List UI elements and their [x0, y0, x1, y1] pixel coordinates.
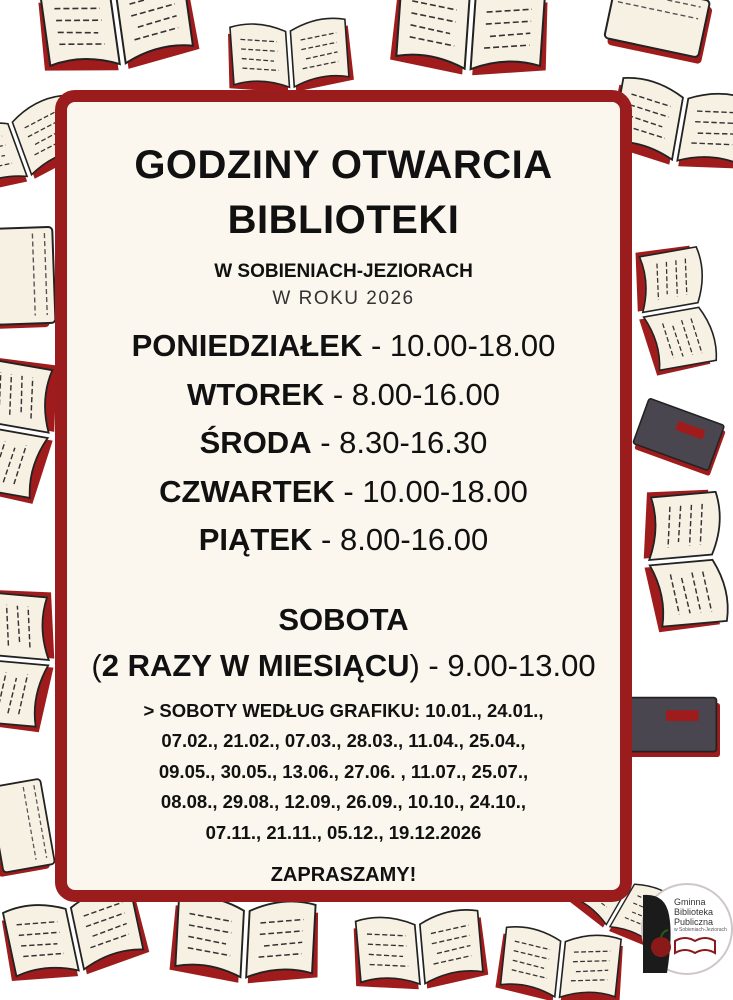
saturday-time: - 9.00-13.00: [419, 647, 596, 683]
open-book-icon: [225, 17, 354, 96]
open-book-icon: [169, 895, 321, 987]
time-label: - 10.00-18.00: [334, 473, 528, 509]
open-book-icon: [628, 242, 719, 377]
day-label: WTOREK: [187, 376, 325, 412]
day-label: CZWARTEK: [159, 473, 335, 509]
page-title: [67, 138, 620, 248]
saturday-heading: SOBOTA: [278, 601, 409, 637]
library-logo: [641, 883, 733, 975]
hours-row-tuesday: [67, 371, 620, 420]
invitation-text: ZAPRASZAMY!: [270, 864, 417, 886]
open-book-icon: [350, 908, 489, 994]
title-line-1: GODZINY OTWARCIA: [134, 143, 553, 187]
time-label: - 10.00-18.00: [362, 328, 556, 363]
saturday-hours-row: [67, 642, 620, 690]
open-book-icon: [34, 0, 201, 80]
open-book-icon: [495, 925, 627, 1000]
year-label: W ROKU 2026: [272, 288, 415, 309]
schedule-line: 07.11., 21.11., 05.12., 19.12.2026: [205, 821, 482, 843]
schedule-line: > SOBOTY WEDŁUG GRAFIKU: 10.01., 24.01.,: [143, 699, 544, 721]
schedule-line: 07.02., 21.02., 07.03., 28.03., 11.04., 25.04.,: [161, 730, 526, 751]
time-label: - 8.00-16.00: [324, 376, 500, 412]
logo-line: w Sobieniach-Jeziorach: [674, 927, 727, 933]
paren-close: ): [409, 647, 420, 683]
title-line-2: BIBLIOTEKI: [227, 198, 460, 242]
logo-line: Biblioteka: [674, 907, 714, 917]
closed-book-icon: [626, 698, 720, 757]
hours-row-monday: [67, 322, 620, 371]
hours-row-friday: [67, 516, 620, 565]
schedule-line: 08.08., 29.08., 12.09., 26.09., 10.10., 24.10.,: [160, 791, 527, 812]
paren-open: (: [91, 647, 102, 683]
hours-row-thursday: [67, 468, 620, 517]
time-label: - 8.00-16.00: [312, 522, 489, 557]
closed-book-icon: [0, 227, 56, 329]
schedule-line: 09.05., 30.05., 13.06., 27.06. , 11.07., 25.07.,: [158, 760, 529, 782]
closed-book-icon: [0, 779, 56, 878]
open-book-icon: [638, 486, 730, 633]
logo-line: Gminna: [674, 897, 706, 907]
closed-book-icon: [631, 398, 727, 476]
open-book-icon: [0, 586, 60, 733]
logo-text: [674, 897, 727, 933]
logo-line: Publiczna: [674, 917, 714, 927]
day-label: PONIEDZIAŁEK: [131, 328, 363, 363]
closed-book-icon: [603, 0, 714, 64]
time-label: - 8.30-16.30: [311, 425, 488, 460]
opening-hours-panel: [55, 90, 632, 902]
saturday-schedule: [104, 696, 584, 849]
weekday-hours-list: [67, 322, 620, 565]
day-label: ŚRODA: [199, 425, 312, 460]
library-location: W SOBIENIACH-JEZIORACH: [214, 261, 473, 282]
saturday-frequency: 2 RAZY W MIESIĄCU: [101, 647, 410, 683]
day-label: PIĄTEK: [198, 522, 313, 557]
open-book-icon: [389, 0, 551, 80]
hours-row-wednesday: [67, 419, 620, 468]
